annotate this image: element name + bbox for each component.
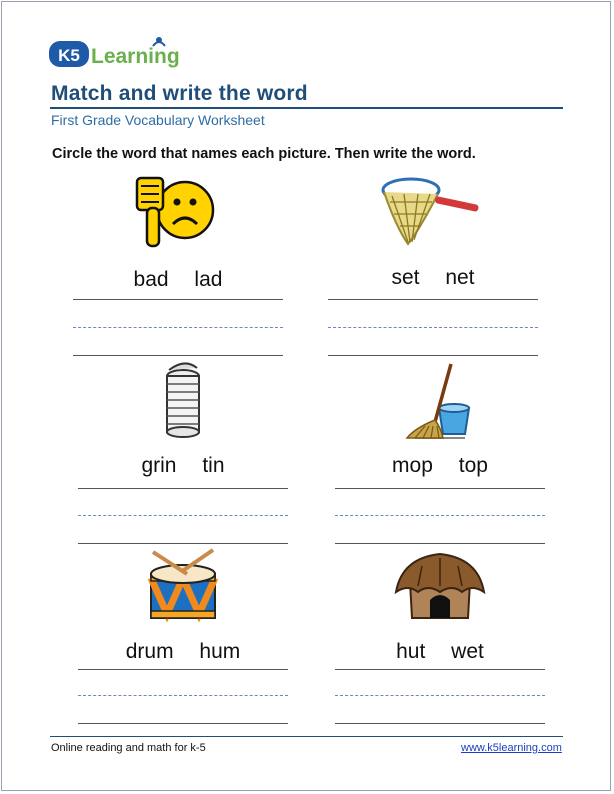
svg-text:K5: K5 [58, 46, 80, 65]
writing-line-top [335, 669, 545, 670]
writing-line-middle [335, 515, 545, 516]
word-choice[interactable]: wet [451, 640, 484, 663]
word-choice[interactable]: set [391, 266, 420, 289]
page-title: Match and write the word [51, 82, 308, 105]
mop-bucket-icon [405, 362, 475, 449]
writing-line-bottom[interactable] [335, 723, 545, 724]
word-choice[interactable]: hum [199, 640, 241, 663]
title-divider [50, 107, 563, 109]
exercise-item [328, 170, 538, 360]
writing-line-bottom[interactable] [78, 723, 288, 724]
writing-line-middle [328, 327, 538, 328]
exercise-item [335, 548, 545, 738]
exercise-item [73, 170, 283, 360]
writing-line-bottom[interactable] [78, 543, 288, 544]
thumbs-down-sad-face-icon [133, 172, 223, 261]
writing-line-bottom[interactable] [335, 543, 545, 544]
drum-icon [143, 548, 223, 631]
writing-line-top [73, 299, 283, 300]
footer-website-link[interactable]: www.k5learning.com [461, 742, 562, 754]
writing-line-bottom[interactable] [73, 355, 283, 356]
k5-learning-logo [49, 34, 199, 74]
word-choice[interactable]: tin [202, 454, 225, 477]
exercise-item [78, 548, 288, 738]
writing-line-top [78, 669, 288, 670]
writing-line-middle [78, 695, 288, 696]
word-choice[interactable]: lad [194, 268, 223, 291]
word-choice[interactable]: grin [141, 454, 177, 477]
fishing-net-icon [378, 172, 488, 257]
writing-line-middle [78, 515, 288, 516]
hut-icon [392, 548, 488, 627]
page-subtitle: First Grade Vocabulary Worksheet [51, 112, 265, 128]
word-choice[interactable]: hut [396, 640, 426, 663]
writing-line-middle [73, 327, 283, 328]
writing-line-top [78, 488, 288, 489]
writing-line-bottom[interactable] [328, 355, 538, 356]
instructions: Circle the word that names each picture. Then write the word. [52, 146, 476, 162]
word-choice[interactable]: bad [133, 268, 169, 291]
word-choice[interactable]: drum [125, 640, 174, 663]
word-choice[interactable]: top [458, 454, 488, 477]
word-choice[interactable]: net [445, 266, 475, 289]
exercise-item [335, 362, 545, 552]
svg-text:Learning: Learning [91, 45, 180, 68]
tin-can-icon [163, 362, 203, 445]
footer-tagline: Online reading and math for k-5 [51, 742, 206, 754]
footer-divider [50, 736, 563, 737]
writing-line-top [335, 488, 545, 489]
word-choice[interactable]: mop [392, 454, 433, 477]
exercise-item [78, 362, 288, 552]
writing-line-middle [335, 695, 545, 696]
writing-line-top [328, 299, 538, 300]
